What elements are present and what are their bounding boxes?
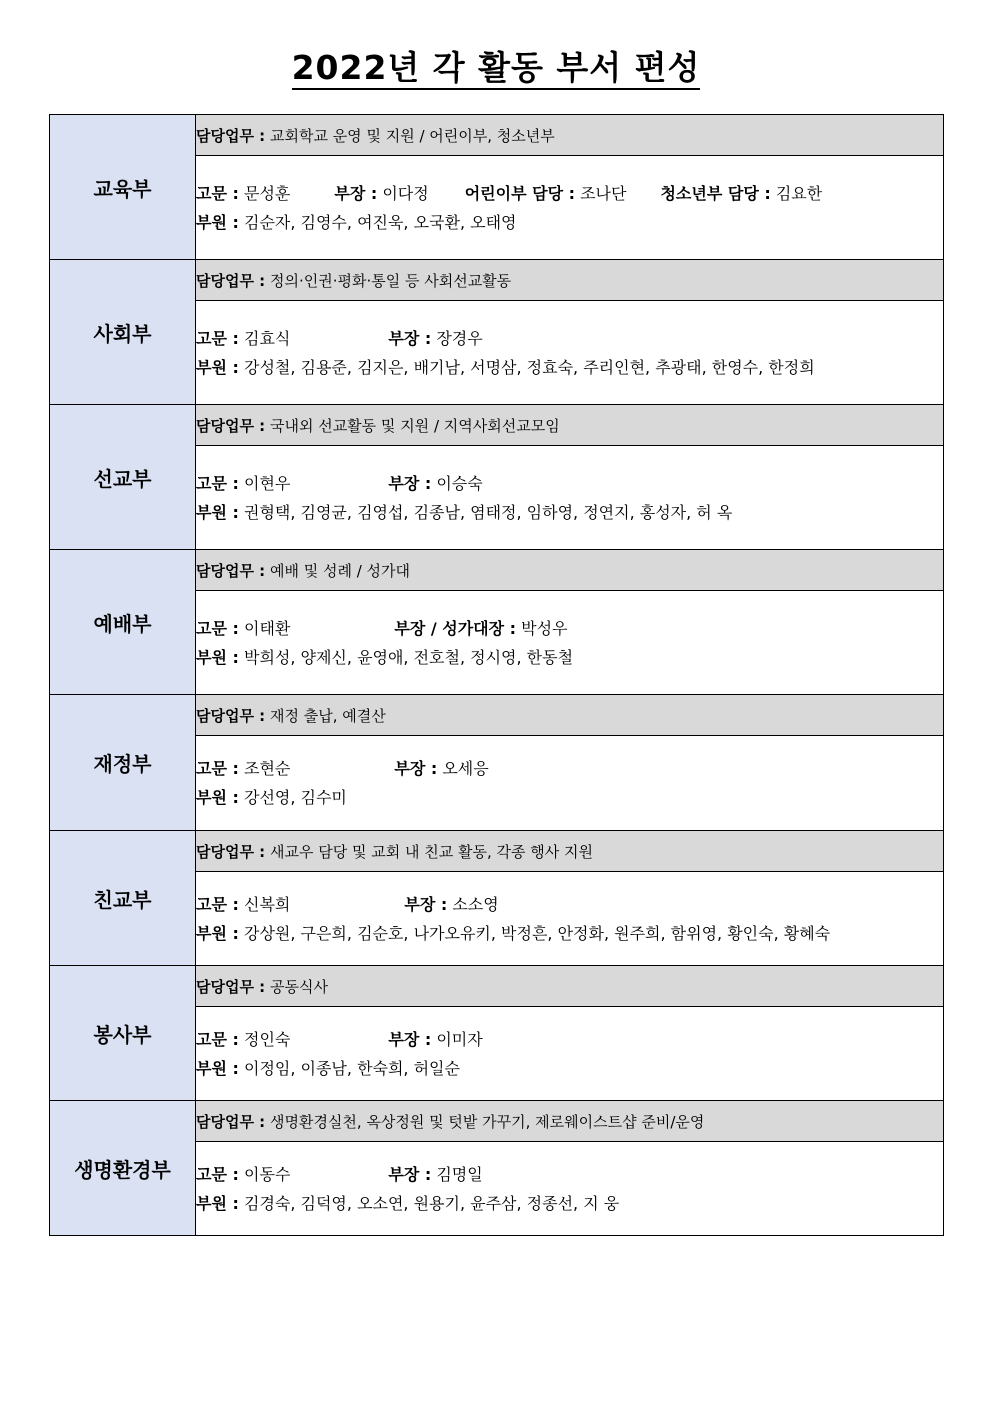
head-label: 부장 :	[388, 328, 432, 348]
advisor-name: 정인숙	[243, 1029, 291, 1049]
leaders-line	[196, 754, 943, 783]
department-name: 친교부	[50, 831, 196, 966]
department-name: 재정부	[50, 695, 196, 831]
head-name: 소소영	[452, 894, 499, 914]
duty-row	[50, 260, 944, 301]
leaders-line	[196, 890, 943, 919]
members-line	[196, 919, 943, 948]
advisor-label: 고문 :	[196, 894, 239, 914]
duty-text: 공동식사	[269, 977, 328, 996]
leaders-line	[196, 179, 943, 208]
advisor-name: 신복희	[243, 894, 291, 914]
duty-row	[50, 695, 944, 736]
head-choir-label: 부장 / 성가대장 :	[394, 618, 517, 638]
duty-row	[50, 550, 944, 591]
child-lead-name: 조나단	[580, 183, 627, 203]
department-table	[49, 114, 944, 1236]
members-cell	[196, 1007, 944, 1101]
members-label: 부원 :	[196, 788, 239, 807]
advisor-name: 조현순	[243, 759, 291, 778]
head-label: 부장 :	[404, 894, 448, 914]
duty-row	[50, 831, 944, 872]
advisor-label: 고문 :	[196, 759, 239, 778]
members-list: 박희성, 양제신, 윤영애, 전호철, 정시영, 한동철	[243, 647, 574, 667]
page-title	[0, 42, 992, 89]
members-line	[196, 498, 943, 527]
members-label: 부원 :	[196, 1193, 239, 1213]
youth-lead-name: 김요한	[775, 183, 823, 203]
duty-cell	[196, 115, 944, 156]
youth-lead-label: 청소년부 담당 :	[660, 183, 771, 203]
advisor-name: 문성훈	[243, 183, 291, 203]
department-name: 사회부	[50, 260, 196, 405]
duty-label: 담당업무 :	[196, 1112, 266, 1131]
members-line	[196, 353, 943, 382]
duty-label: 담당업무 :	[196, 561, 266, 580]
head-name: 오세응	[442, 759, 489, 778]
duty-text: 생명환경실천, 옥상정원 및 텃밭 가꾸기, 제로웨이스트샵 준비/운영	[269, 1112, 705, 1131]
duty-text: 재정 출납, 예결산	[269, 706, 386, 725]
head-name: 이다정	[382, 183, 429, 203]
members-label: 부원 :	[196, 212, 239, 232]
head-label: 부장 :	[388, 473, 432, 493]
duty-text: 예배 및 성례 / 성가대	[269, 561, 411, 580]
members-label: 부원 :	[196, 923, 239, 943]
duty-label: 담당업무 :	[196, 126, 266, 145]
advisor-name: 이태환	[243, 618, 291, 638]
duty-row	[50, 966, 944, 1007]
members-cell	[196, 736, 944, 831]
members-line	[196, 1189, 943, 1218]
members-list: 강성철, 김용준, 김지은, 배기남, 서명삼, 정효숙, 주리인현, 추광태, 한영수, 한정희	[243, 357, 815, 377]
members-list: 김경숙, 김덕영, 오소연, 원용기, 윤주삼, 정종선, 지 웅	[243, 1193, 620, 1213]
members-line	[196, 783, 943, 812]
advisor-label: 고문 :	[196, 1164, 239, 1184]
head-label: 부장 :	[388, 1029, 432, 1049]
head-label: 부장 :	[394, 759, 438, 778]
members-cell	[196, 446, 944, 550]
leaders-line	[196, 1160, 943, 1189]
duty-cell	[196, 405, 944, 446]
members-line	[196, 643, 943, 672]
advisor-label: 고문 :	[196, 1029, 239, 1049]
leaders-line	[196, 1025, 943, 1054]
leaders-line	[196, 614, 943, 643]
duty-row	[50, 405, 944, 446]
duty-text: 교회학교 운영 및 지원 / 어린이부, 청소년부	[269, 126, 555, 145]
child-lead-label: 어린이부 담당 :	[464, 183, 575, 203]
duty-label: 담당업무 :	[196, 842, 266, 861]
duty-label: 담당업무 :	[196, 977, 266, 996]
advisor-label: 고문 :	[196, 183, 239, 203]
members-label: 부원 :	[196, 357, 239, 377]
members-line	[196, 1054, 943, 1083]
leaders-line	[196, 324, 943, 353]
department-name: 봉사부	[50, 966, 196, 1101]
members-list: 강선영, 김수미	[243, 788, 347, 807]
members-line	[196, 208, 943, 237]
duty-cell	[196, 1101, 944, 1142]
members-list: 강상원, 구은희, 김순호, 나가오유키, 박정흔, 안정화, 원주희, 함위영, 황인숙, 황혜숙	[243, 923, 831, 943]
members-label: 부원 :	[196, 647, 239, 667]
members-label: 부원 :	[196, 502, 239, 522]
members-cell	[196, 301, 944, 405]
department-name: 생명환경부	[50, 1101, 196, 1236]
department-name: 교육부	[50, 115, 196, 260]
duty-label: 담당업무 :	[196, 706, 266, 725]
members-label: 부원 :	[196, 1058, 239, 1078]
head-name: 장경우	[436, 328, 483, 348]
members-cell	[196, 872, 944, 966]
department-name: 선교부	[50, 405, 196, 550]
members-cell	[196, 1142, 944, 1236]
members-cell	[196, 156, 944, 260]
head-label: 부장 :	[388, 1164, 432, 1184]
head-name: 박성우	[521, 618, 568, 638]
duty-text: 정의·인권·평화·통일 등 사회선교활동	[269, 271, 512, 290]
duty-label: 담당업무 :	[196, 271, 266, 290]
duty-cell	[196, 550, 944, 591]
page-title-text: 2022년 각 활동 부서 편성	[292, 48, 701, 90]
advisor-name: 김효식	[243, 328, 291, 348]
duty-row	[50, 115, 944, 156]
advisor-label: 고문 :	[196, 328, 239, 348]
members-list: 이정임, 이종남, 한숙희, 허일순	[243, 1058, 460, 1078]
members-list: 권형택, 김영균, 김영섭, 김종남, 염태정, 임하영, 정연지, 홍성자, 허 옥	[243, 502, 733, 522]
duty-cell	[196, 966, 944, 1007]
duty-row	[50, 1101, 944, 1142]
leaders-line	[196, 469, 943, 498]
duty-label: 담당업무 :	[196, 416, 266, 435]
advisor-name: 이동수	[243, 1164, 291, 1184]
department-name: 예배부	[50, 550, 196, 695]
head-name: 김명일	[436, 1164, 483, 1184]
head-name: 이승숙	[436, 473, 483, 493]
duty-cell	[196, 260, 944, 301]
members-cell	[196, 591, 944, 695]
members-list: 김순자, 김영수, 여진욱, 오국환, 오태영	[243, 212, 517, 232]
head-name: 이미자	[436, 1029, 483, 1049]
duty-cell	[196, 831, 944, 872]
advisor-name: 이현우	[243, 473, 291, 493]
advisor-label: 고문 :	[196, 473, 239, 493]
duty-cell	[196, 695, 944, 736]
head-label: 부장 :	[334, 183, 378, 203]
advisor-label: 고문 :	[196, 618, 239, 638]
duty-text: 국내외 선교활동 및 지원 / 지역사회선교모임	[269, 416, 560, 435]
duty-text: 새교우 담당 및 교회 내 친교 활동, 각종 행사 지원	[269, 842, 593, 861]
